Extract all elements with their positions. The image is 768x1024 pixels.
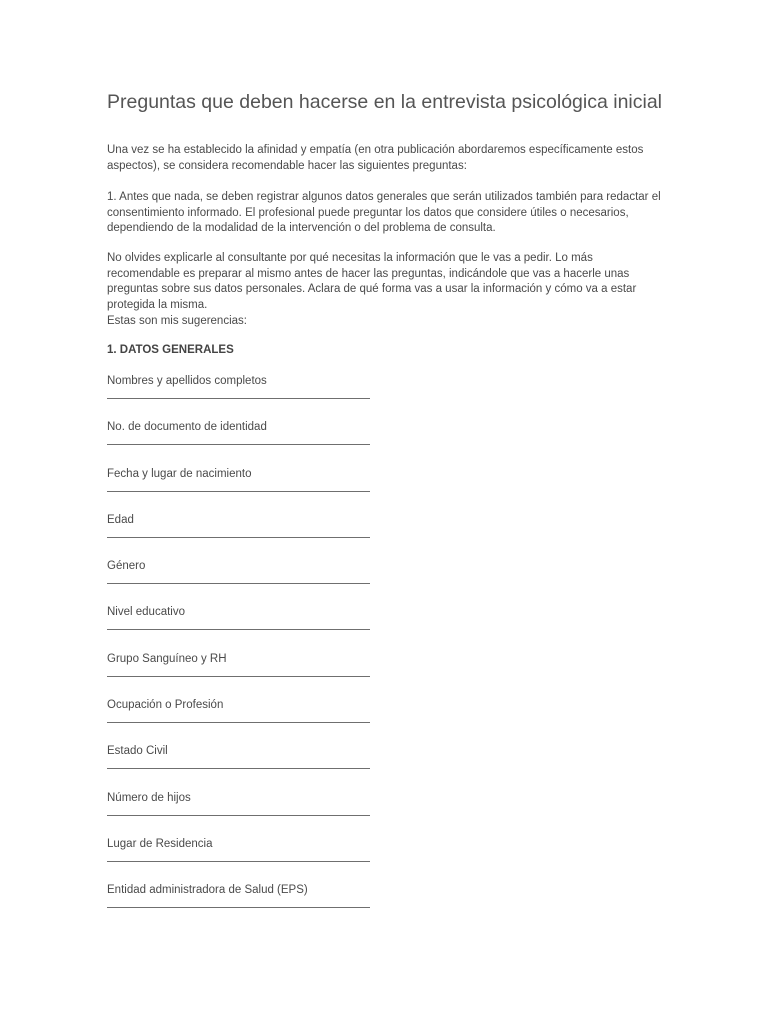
field-label: Género bbox=[107, 560, 146, 573]
field-birth-date-place bbox=[107, 467, 407, 513]
blank-answer-line bbox=[107, 676, 370, 677]
page-title: Preguntas que deben hacerse en la entrevista psicológica inicial bbox=[107, 91, 663, 113]
field-education-level bbox=[107, 605, 407, 651]
field-label: No. de documento de identidad bbox=[107, 421, 267, 434]
intro-paragraph: Una vez se ha establecido la afinidad y empatía (en otra publicación abordaremos específicamente estos aspectos), se considera recomendable hacer las siguientes preguntas: bbox=[107, 144, 644, 172]
blank-answer-line bbox=[107, 583, 370, 584]
explanation-paragraph: No olvides explicarle al consultante por qué necesitas la información que le vas a pedir. Lo más recomendable es preparar al mismo antes de hacer las preguntas, indicándole que vas a hacerle unas preguntas sobre sus datos personales. Aclara de qué forma vas a usar la información y cómo va a estar protegida la misma. bbox=[107, 252, 637, 311]
blank-answer-line bbox=[107, 722, 370, 723]
blank-answer-line bbox=[107, 768, 370, 769]
blank-answer-line bbox=[107, 629, 370, 630]
field-gender bbox=[107, 559, 407, 605]
field-label: Grupo Sanguíneo y RH bbox=[107, 652, 227, 665]
blank-answer-line bbox=[107, 907, 370, 908]
blank-answer-line bbox=[107, 398, 370, 399]
field-label: Estado Civil bbox=[107, 745, 168, 758]
field-label: Fecha y lugar de nacimiento bbox=[107, 467, 252, 480]
field-label: Ocupación o Profesión bbox=[107, 699, 224, 712]
field-occupation bbox=[107, 698, 407, 744]
field-label: Nivel educativo bbox=[107, 606, 185, 619]
blank-answer-line bbox=[107, 861, 370, 862]
field-age bbox=[107, 513, 407, 559]
general-data-paragraph: 1. Antes que nada, se deben registrar algunos datos generales que serán utilizados también para redactar el consentimiento informado. El profesional puede preguntar los datos que considere útiles o necesarios, dependiendo de la modalidad de la intervención o del problema de consulta. bbox=[107, 191, 661, 234]
blank-answer-line bbox=[107, 537, 370, 538]
field-label: Edad bbox=[107, 513, 134, 526]
field-id-number bbox=[107, 420, 407, 466]
field-label: Entidad administradora de Salud (EPS) bbox=[107, 884, 308, 897]
field-label: Número de hijos bbox=[107, 791, 191, 804]
blank-answer-line bbox=[107, 444, 370, 445]
field-number-of-children bbox=[107, 791, 407, 837]
blank-answer-line bbox=[107, 491, 370, 492]
field-full-name bbox=[107, 374, 407, 420]
field-label: Lugar de Residencia bbox=[107, 837, 213, 850]
suggestions-paragraph: Estas son mis sugerencias: bbox=[107, 315, 247, 327]
section-heading: 1. DATOS GENERALES bbox=[107, 344, 234, 356]
field-residence bbox=[107, 837, 407, 883]
field-blood-group bbox=[107, 652, 407, 698]
field-health-entity bbox=[107, 883, 407, 929]
general-data-fields bbox=[107, 374, 407, 930]
field-label: Nombres y apellidos completos bbox=[107, 375, 267, 387]
field-marital-status bbox=[107, 744, 407, 790]
blank-answer-line bbox=[107, 815, 370, 816]
